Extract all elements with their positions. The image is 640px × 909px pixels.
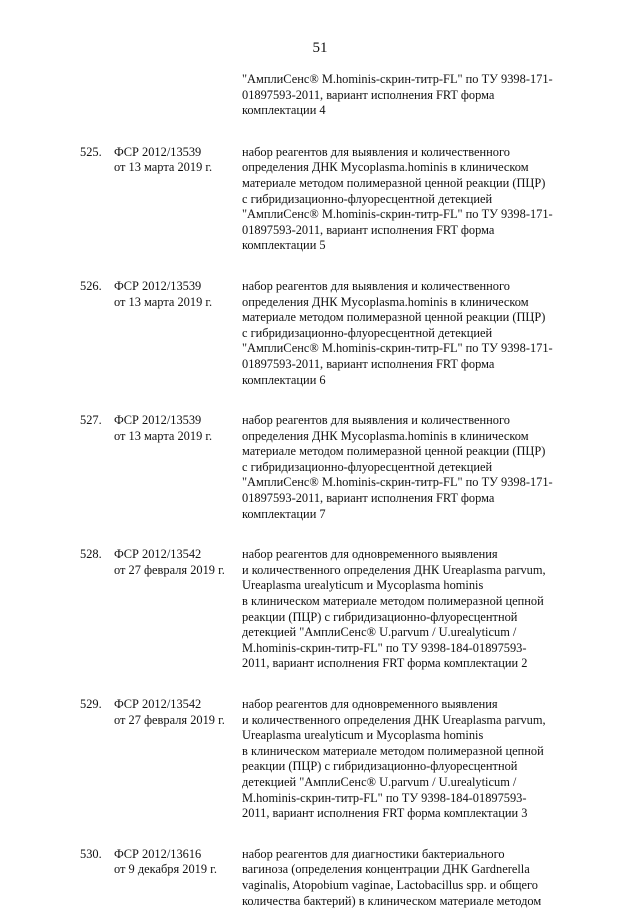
registry-entry-526 (0, 279, 640, 388)
registration-number: ФСР 2012/13539 (114, 278, 202, 293)
description-line: 01897593-2011, вариант исполнения FRT форма (242, 491, 495, 506)
entry-registration (114, 547, 225, 578)
description-line: определения ДНК Mycoplasma.hominis в клиническом (242, 428, 529, 443)
description-line: комплектации 7 (242, 506, 326, 521)
entry-description (242, 279, 582, 388)
entry-description (242, 697, 582, 822)
description-line: "АмплиСенс® M.hominis-скрин-титр-FL" по ТУ 9398-171- (242, 207, 553, 222)
description-line: 01897593-2011, вариант исполнения FRT форма (242, 87, 495, 102)
description-line: детекцией "АмплиСенс® U.parvum / U.urealyticum / (242, 774, 517, 789)
description-line: комплектации 5 (242, 238, 326, 253)
description-line: с гибридизационно-флуоресцентной детекцией (242, 191, 493, 206)
description-line: количества бактерий) в клиническом материале методом (242, 893, 542, 908)
entry-number: 528. (80, 547, 102, 562)
description-line: детекцией "АмплиСенс® U.parvum / U.urealyticum / (242, 625, 517, 640)
registry-entry-528 (0, 547, 640, 672)
registry-entry-529 (0, 697, 640, 822)
description-line: материале методом полимеразной ценной реакции (ПЦР) (242, 444, 546, 459)
entry-registration (114, 279, 212, 310)
entry-description (242, 72, 582, 119)
description-line: 01897593-2011, вариант исполнения FRT форма (242, 356, 495, 371)
description-line: 2011, вариант исполнения FRT форма комплектации 3 (242, 806, 528, 821)
description-line: "АмплиСенс® M.hominis-скрин-титр-FL" по ТУ 9398-171- (242, 72, 553, 86)
registration-number: ФСР 2012/13539 (114, 413, 202, 428)
registration-number: ФСР 2012/13542 (114, 547, 202, 562)
entry-description (242, 413, 582, 522)
description-line: с гибридизационно-флуоресцентной детекцией (242, 325, 493, 340)
entry-number: 526. (80, 278, 102, 293)
description-line: Ureaplasma urealyticum и Mycoplasma hominis (242, 578, 484, 593)
description-line: 01897593-2011, вариант исполнения FRT форма (242, 222, 495, 237)
description-line: vaginalis, Atopobium vaginae, Lactobacillus spp. и общего (242, 877, 539, 892)
description-line: набор реагентов для одновременного выявления (242, 547, 498, 562)
page-number: 51 (312, 40, 328, 56)
description-line: определения ДНК Mycoplasma.hominis в клиническом (242, 160, 529, 175)
description-line: набор реагентов для выявления и количественного (242, 144, 510, 159)
description-line: набор реагентов для выявления и количественного (242, 413, 510, 428)
description-line: в клиническом материале методом полимеразной цепной (242, 594, 544, 609)
description-line: "АмплиСенс® M.hominis-скрин-титр-FL" по ТУ 9398-171- (242, 341, 553, 356)
registration-number: ФСР 2012/13542 (114, 697, 202, 711)
description-line: набор реагентов для одновременного выявления (242, 697, 498, 711)
registration-number: ФСР 2012/13616 (114, 846, 202, 861)
registry-entry-530 (0, 847, 640, 909)
entry-description (242, 145, 582, 254)
entry-registration (114, 413, 212, 444)
entry-number: 530. (80, 846, 102, 861)
description-line: реакции (ПЦР) с гибридизационно-флуоресцентной (242, 609, 518, 624)
entry-registration (114, 847, 217, 878)
entry-description (242, 847, 582, 909)
registration-date: от 9 декабря 2019 г. (114, 862, 217, 877)
registry-entry-525 (0, 145, 640, 254)
entry-number: 525. (80, 144, 102, 159)
entry-registration (114, 145, 212, 176)
description-line: набор реагентов для диагностики бактериального (242, 846, 505, 861)
registry-entries (0, 72, 640, 909)
description-line: "АмплиСенс® M.hominis-скрин-титр-FL" по ТУ 9398-171- (242, 475, 553, 490)
registration-date: от 13 марта 2019 г. (114, 294, 213, 309)
registration-date: от 27 февраля 2019 г. (114, 712, 225, 727)
entry-registration (114, 697, 225, 728)
description-line: материале методом полимеразной ценной реакции (ПЦР) (242, 310, 546, 325)
registration-date: от 27 февраля 2019 г. (114, 562, 225, 577)
description-line: материале методом полимеразной ценной реакции (ПЦР) (242, 175, 546, 190)
entry-number: 527. (80, 413, 102, 428)
description-line: в клиническом материале методом полимеразной цепной (242, 743, 544, 758)
registration-number: ФСР 2012/13539 (114, 144, 202, 159)
registry-entry-continued (0, 72, 640, 119)
description-line: M.hominis-скрин-титр-FL" по ТУ 9398-184-01897593- (242, 790, 527, 805)
description-line: набор реагентов для выявления и количественного (242, 278, 510, 293)
description-line: 2011, вариант исполнения FRT форма комплектации 2 (242, 656, 528, 671)
entry-number: 529. (80, 697, 102, 711)
registry-entry-527 (0, 413, 640, 522)
description-line: Ureaplasma urealyticum и Mycoplasma hominis (242, 728, 484, 743)
description-line: и количественного определения ДНК Ureaplasma parvum, (242, 712, 546, 727)
entry-description (242, 547, 582, 672)
description-line: и количественного определения ДНК Ureaplasma parvum, (242, 562, 546, 577)
description-line: с гибридизационно-флуоресцентной детекцией (242, 459, 493, 474)
registration-date: от 13 марта 2019 г. (114, 428, 213, 443)
description-line: комплектации 6 (242, 372, 326, 387)
registration-date: от 13 марта 2019 г. (114, 160, 213, 175)
description-line: определения ДНК Mycoplasma.hominis в клиническом (242, 294, 529, 309)
description-line: вагиноза (определения концентрации ДНК Gardnerella (242, 862, 530, 877)
description-line: M.hominis-скрин-титр-FL" по ТУ 9398-184-01897593- (242, 640, 527, 655)
description-line: реакции (ПЦР) с гибридизационно-флуоресцентной (242, 759, 518, 774)
description-line: комплектации 4 (242, 103, 326, 118)
